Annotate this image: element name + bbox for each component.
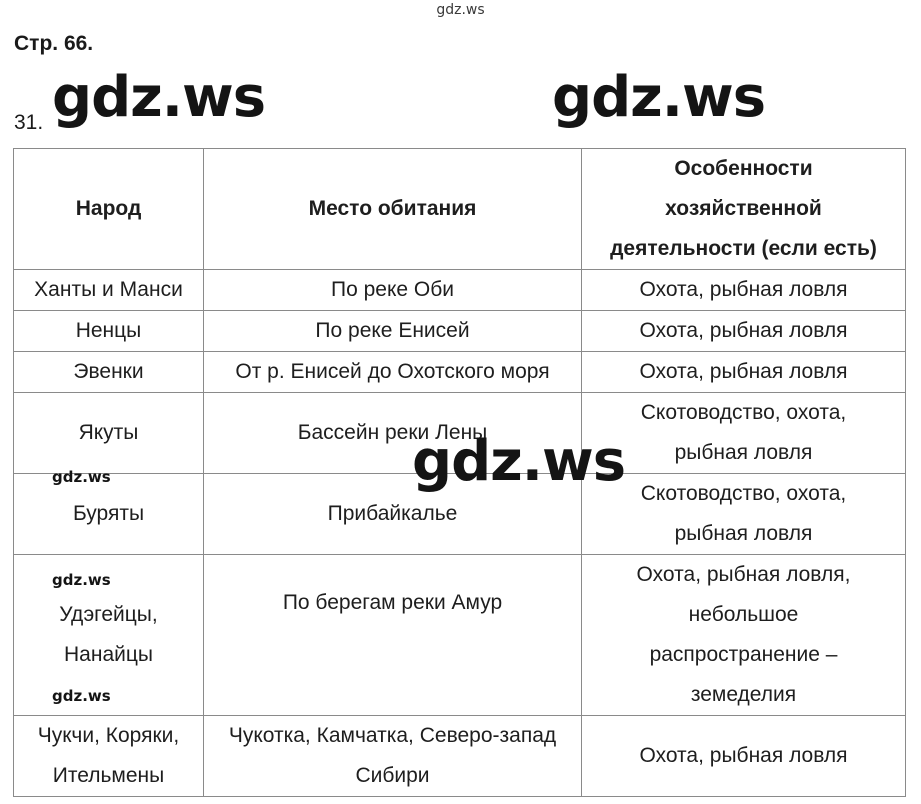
cell-habitat: По реке Оби bbox=[204, 270, 582, 311]
cell-people: Эвенки bbox=[14, 352, 204, 393]
cell-habitat: По берегам реки Амур bbox=[204, 555, 582, 716]
cell-economy: Охота, рыбная ловля bbox=[582, 270, 906, 311]
cell-people: Ненцы bbox=[14, 311, 204, 352]
cell-habitat: Прибайкалье bbox=[204, 474, 582, 555]
cell-habitat: Бассейн реки Лены bbox=[204, 393, 582, 474]
task-number: 31. bbox=[14, 111, 44, 134]
cell-habitat: По реке Енисей bbox=[204, 311, 582, 352]
cell-people: Удэгейцы, Нанайцы bbox=[14, 555, 204, 716]
table-row bbox=[14, 352, 906, 393]
watermark-small-2: gdz.ws bbox=[52, 571, 111, 589]
cell-economy: Охота, рыбная ловля bbox=[582, 352, 906, 393]
cell-economy: Охота, рыбная ловля bbox=[582, 311, 906, 352]
table-row bbox=[14, 311, 906, 352]
table-row bbox=[14, 555, 906, 716]
cell-people: Чукчи, Коряки, Ительмены bbox=[14, 716, 204, 797]
page-reference: Стр. 66. bbox=[14, 32, 94, 55]
cell-economy: Охота, рыбная ловля, небольшое распространение – земеделия bbox=[582, 555, 906, 716]
table-row bbox=[14, 716, 906, 797]
cell-economy: Скотоводство, охота, рыбная ловля bbox=[582, 474, 906, 555]
watermark-top: gdz.ws bbox=[436, 2, 485, 18]
watermark-large-right: gdz.ws bbox=[552, 65, 766, 130]
header-people: Народ bbox=[14, 149, 204, 270]
watermark-small-3: gdz.ws bbox=[52, 687, 111, 705]
table-row bbox=[14, 270, 906, 311]
cell-habitat: Чукотка, Камчатка, Северо-запад Сибири bbox=[204, 716, 582, 797]
cell-economy: Скотоводство, охота, рыбная ловля bbox=[582, 393, 906, 474]
table-header-row bbox=[14, 149, 906, 270]
watermark-large-center: gdz.ws bbox=[412, 429, 626, 494]
watermark-large-left: gdz.ws bbox=[52, 65, 266, 130]
header-economy: Особенности хозяйственной деятельности (если есть) bbox=[582, 149, 906, 270]
watermark-small-1: gdz.ws bbox=[52, 468, 111, 486]
cell-people: Буряты bbox=[14, 474, 204, 555]
cell-economy: Охота, рыбная ловля bbox=[582, 716, 906, 797]
cell-habitat: От р. Енисей до Охотского моря bbox=[204, 352, 582, 393]
cell-people: Якуты bbox=[14, 393, 204, 474]
header-habitat: Место обитания bbox=[204, 149, 582, 270]
cell-people: Ханты и Манси bbox=[14, 270, 204, 311]
